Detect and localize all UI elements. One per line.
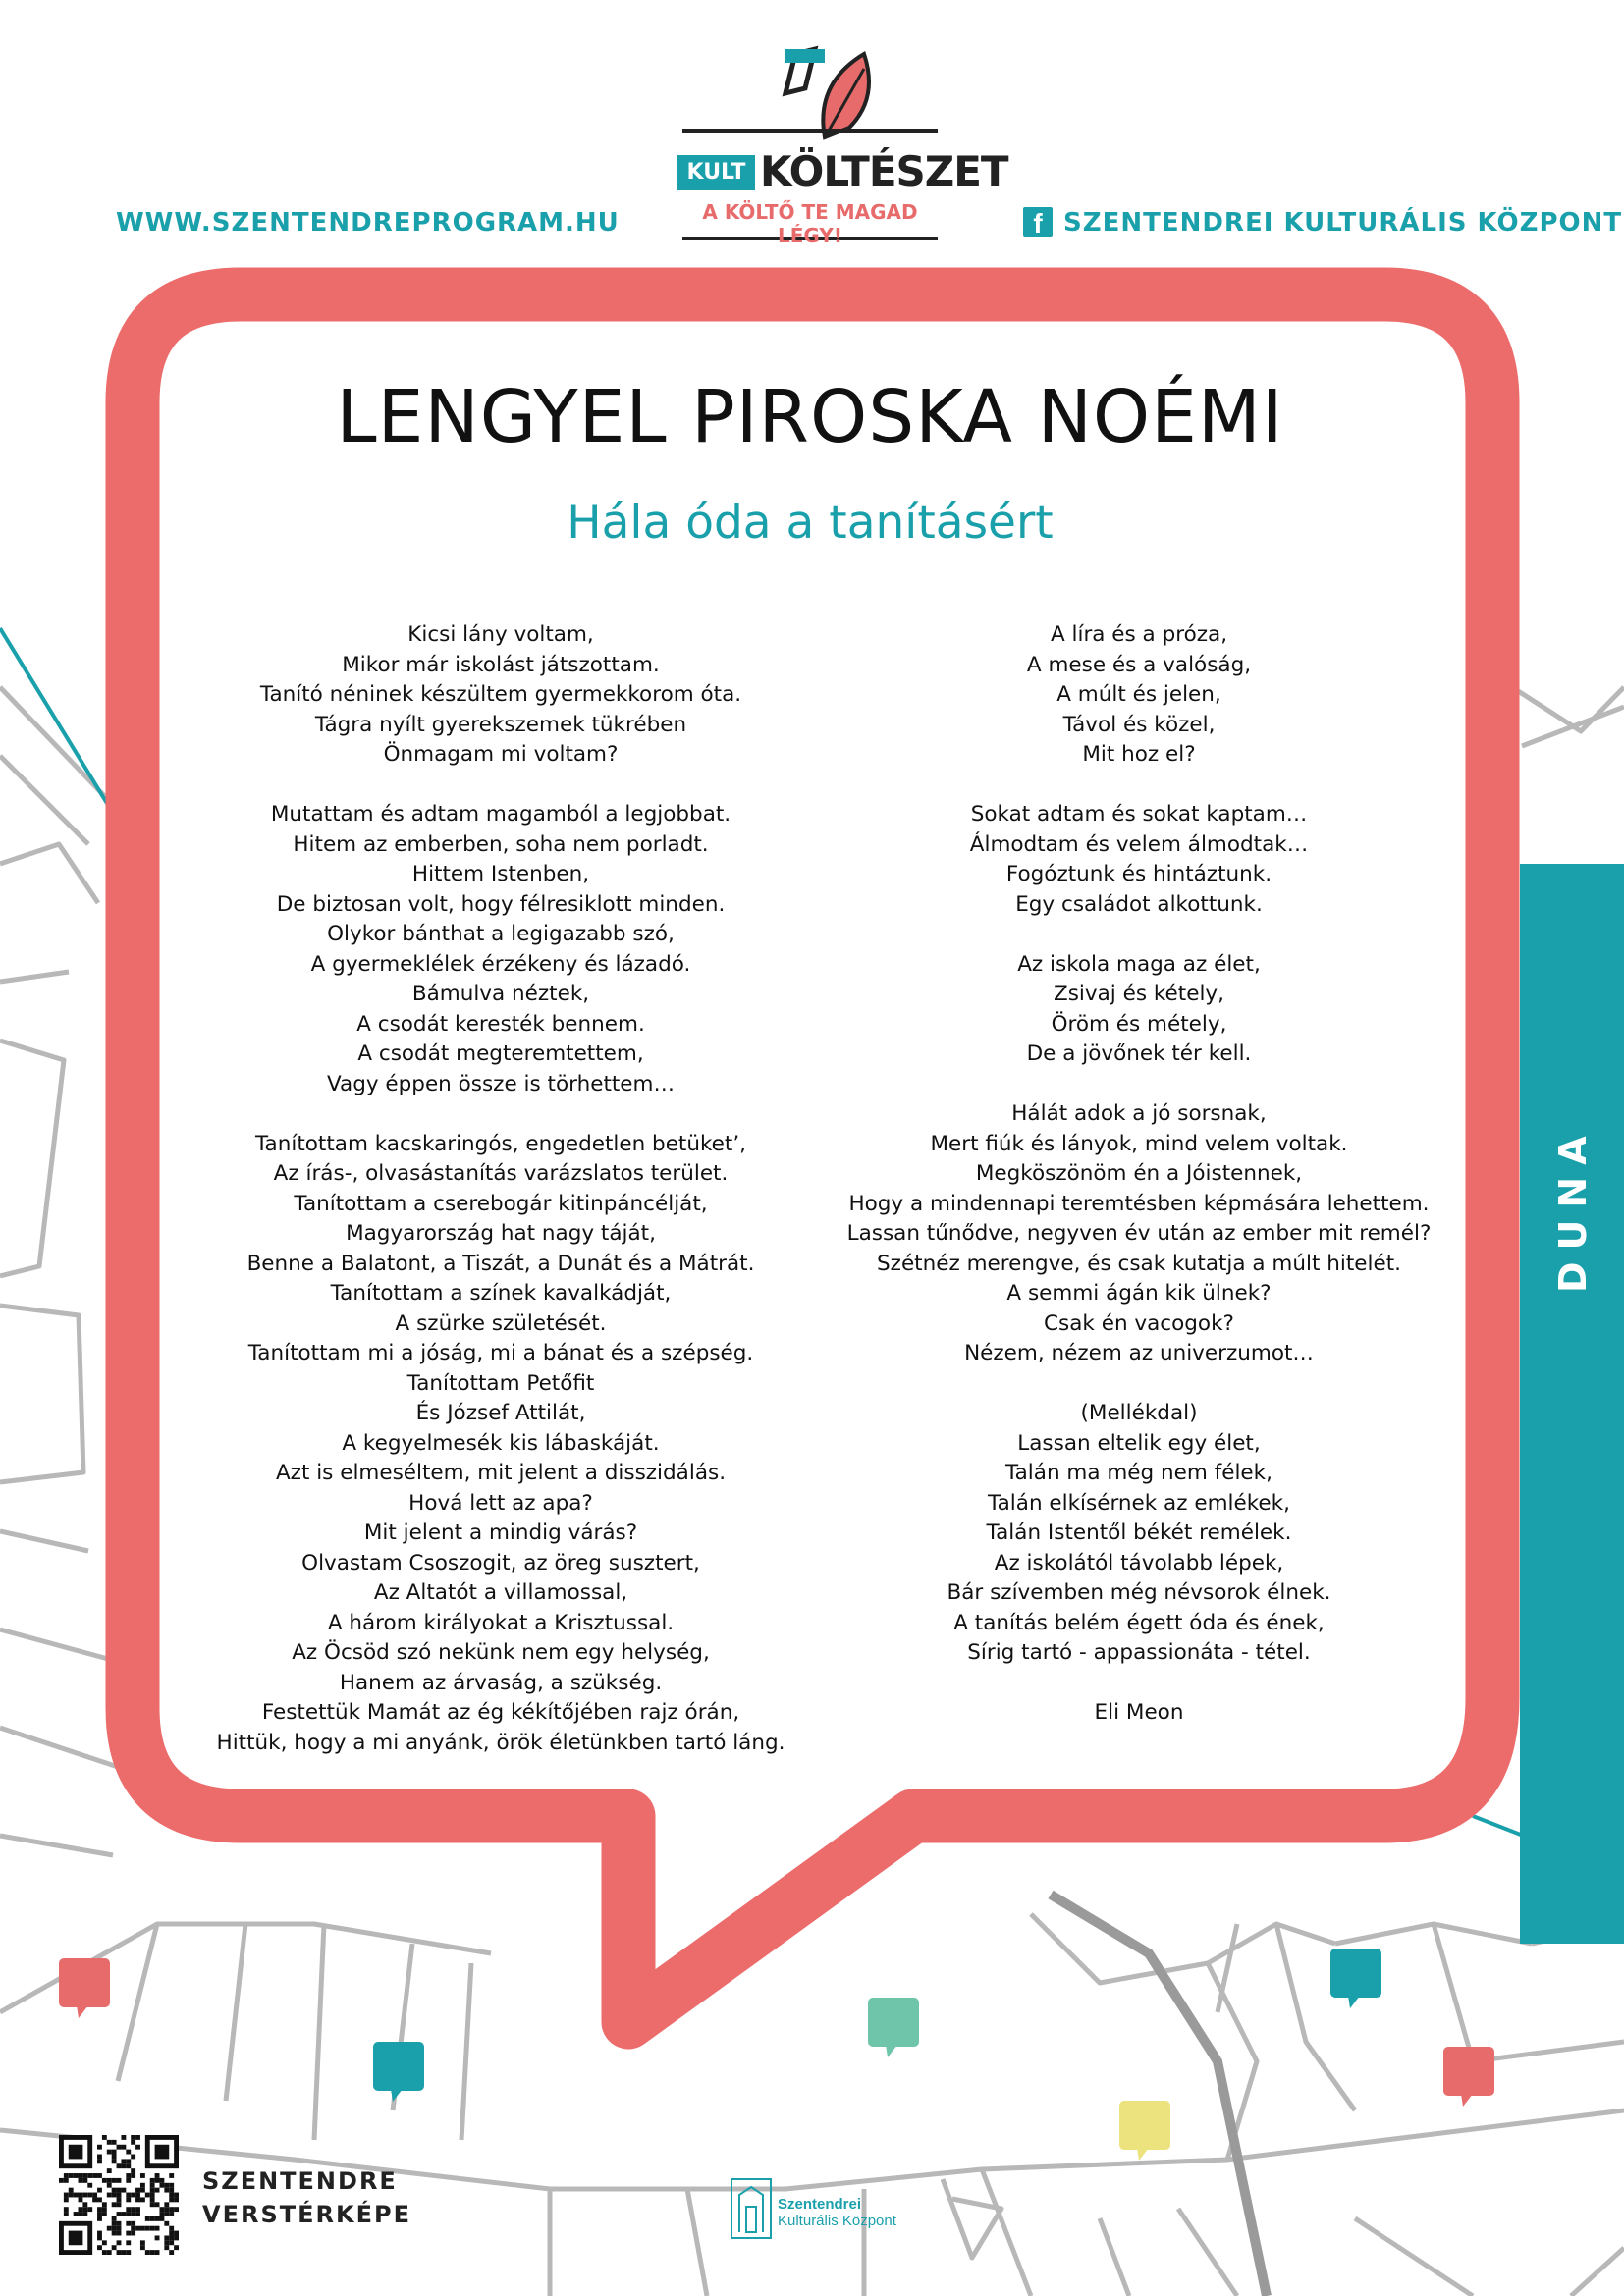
- poem-line: Tanítottam a cserebogár kitinpáncélját,: [294, 1191, 708, 1216]
- poem-line: Talán ma még nem félek,: [1005, 1461, 1272, 1485]
- poem-line: A mese és a valóság,: [1026, 652, 1252, 677]
- poem-line: Festettük Mamát az ég kékítőjében rajz órán,: [261, 1700, 740, 1725]
- poem-line: Bámulva néztek,: [411, 982, 590, 1006]
- poem-line: Magyarország hat nagy táját,: [346, 1221, 656, 1246]
- poem-line: Bár szívemben még névsorok élnek.: [947, 1580, 1331, 1605]
- poem-stanza: [844, 800, 1434, 920]
- poem-line: Tanítottam a színek kavalkádját,: [330, 1281, 672, 1306]
- logo-slogan: A KÖLTŐ TE MAGAD LÉGY!: [702, 200, 918, 247]
- poem-line: Kicsi lány voltam,: [407, 622, 594, 647]
- poem-column-left: [206, 620, 795, 1789]
- poem-line: Zsivaj és kétely,: [1054, 982, 1224, 1006]
- poem-line: Önmagam mi voltam?: [383, 742, 619, 767]
- poem-line: Az írás-, olvasástanítás varázslatos terület.: [273, 1161, 729, 1186]
- poem-line: Távol és közel,: [1062, 712, 1216, 737]
- poem-line: Vagy éppen össze is törhettem…: [327, 1071, 675, 1096]
- qr-code-icon[interactable]: [59, 2135, 179, 2255]
- poem-line: Eli Meon: [1094, 1700, 1184, 1725]
- website-link[interactable]: WWW.SZENTENDREPROGRAM.HU: [116, 208, 620, 238]
- facebook-icon[interactable]: f: [1023, 207, 1053, 237]
- poem-line: Olykor bánthat a legigazabb szó,: [327, 922, 675, 946]
- poem-line: Tanítottam kacskaringós, engedetlen betüket’,: [254, 1131, 746, 1156]
- poem-line: Mit jelent a mindig várás?: [363, 1521, 638, 1545]
- poem-column-right: [844, 620, 1434, 1758]
- poem-line: A semmi ágán kik ülnek?: [1006, 1281, 1272, 1306]
- organization-name: [778, 2196, 896, 2229]
- poem-line: Lassan tűnődve, negyven év után az ember mit remél?: [846, 1221, 1432, 1246]
- logo-kult-tag: KULT: [677, 155, 755, 190]
- poem-line: Öröm és métely,: [1051, 1011, 1227, 1037]
- poem-line: Az Öcsöd szó nekünk nem egy helység,: [292, 1640, 710, 1665]
- poem-line: A múlt és jelen,: [1056, 682, 1221, 707]
- poem-line: Nézem, nézem az univerzumot…: [964, 1341, 1314, 1365]
- poem-line: Mikor már iskolást játszottam.: [342, 652, 660, 677]
- poem-line: A líra és a próza,: [1050, 622, 1228, 647]
- verses-map-label: [202, 2164, 411, 2231]
- poem-line: Azt is elmeséltem, mit jelent a disszidálás.: [275, 1461, 727, 1485]
- poem-line: Tanító néninek készültem gyermekkorom óta.: [259, 682, 742, 707]
- poem-line: (Mellékdal): [1080, 1401, 1198, 1425]
- poem-line: Hálát adok a jó sorsnak,: [1011, 1101, 1267, 1126]
- label-line: VERSTÉRKÉPE: [202, 2201, 411, 2228]
- poem-line: De a jövőnek tér kell.: [1026, 1041, 1252, 1066]
- poem-stanza: [844, 1399, 1434, 1669]
- poem-line: A csodát megteremtettem,: [357, 1041, 644, 1066]
- poem-line: Tanítottam mi a jóság, mi a bánat és a szépség.: [247, 1341, 754, 1365]
- poem-line: Fogóztunk és hintáztunk.: [1005, 862, 1272, 886]
- poem-line: Sokat adtam és sokat kaptam…: [970, 802, 1308, 827]
- poem-line: A tanítás belém égett óda és ének,: [953, 1610, 1325, 1635]
- poem-line: Megköszönöm én a Jóistennek,: [975, 1161, 1303, 1186]
- poem-line: Szétnéz merengve, és csak kutatja a múlt hitelét.: [877, 1251, 1401, 1276]
- poem-line: Hitem az emberben, soha nem porladt.: [293, 831, 709, 857]
- logo-wordmark: KÖLTÉSZET: [760, 147, 1008, 195]
- poem-line: Hittük, hogy a mi anyánk, örök életünkben tartó láng.: [216, 1730, 785, 1755]
- poem-line: Sírig tartó - appassionáta - tétel.: [967, 1640, 1311, 1665]
- org-line: Szentendrei: [778, 2196, 862, 2213]
- poem-line: Az Altatót a villamossal,: [373, 1580, 628, 1605]
- facebook-page-link[interactable]: SZENTENDREI KULTURÁLIS KÖZPONT: [1063, 208, 1623, 238]
- poem-line: Hittem Istenben,: [411, 862, 590, 886]
- poem-line: Az iskola maga az élet,: [1017, 951, 1261, 977]
- poem-line: Lassan eltelik egy élet,: [1017, 1430, 1261, 1456]
- poem-line: A kegyelmesék kis lábaskáját.: [342, 1430, 660, 1456]
- poem-line: Olvastam Csoszogit, az öreg susztert,: [301, 1550, 700, 1575]
- poem-stanza: [206, 620, 795, 771]
- poem-line: Benne a Balatont, a Tiszát, a Dunát és a Mátrát.: [246, 1251, 755, 1276]
- poem-line: Csak én vacogok?: [1044, 1310, 1234, 1336]
- poem-stanza: [844, 950, 1434, 1070]
- label-line: SZENTENDRE: [202, 2167, 398, 2195]
- poem-line: Tágra nyílt gyerekszemek tükrében: [314, 712, 687, 737]
- river-label: DUNA: [1551, 1124, 1595, 1293]
- poem-line: És József Attilát,: [415, 1401, 586, 1425]
- poem-title: Hála óda a tanításért: [567, 496, 1054, 550]
- poem-line: Mit hoz el?: [1082, 742, 1196, 767]
- poem-line: A három királyokat a Krisztussal.: [327, 1610, 675, 1635]
- poem-line: Hanem az árvaság, a szükség.: [339, 1670, 663, 1695]
- poem-line: Az iskolától távolabb lépek,: [994, 1550, 1284, 1575]
- poem-stanza: [844, 1698, 1434, 1729]
- poet-name: LENGYEL PIROSKA NOÉMI: [336, 375, 1284, 459]
- poem-line: Tanítottam Petőfit: [406, 1370, 595, 1396]
- kulturalis-kozpont-logo-icon: [730, 2177, 773, 2240]
- poem-stanza: [206, 1130, 795, 1759]
- poem-line: Hogy a mindennapi teremtésben képmására lehettem.: [848, 1191, 1430, 1216]
- poem-stanza: [206, 800, 795, 1099]
- poem-line: Hová lett az apa?: [408, 1490, 593, 1516]
- poem-line: Mert fiúk és lányok, mind velem voltak.: [930, 1131, 1348, 1156]
- poem-stanza: [844, 1099, 1434, 1369]
- poem-line: Mutattam és adtam magamból a legjobbat.: [270, 802, 731, 827]
- org-line: Kulturális Központ: [778, 2213, 896, 2229]
- poem-line: Talán elkísérnek az emlékek,: [988, 1490, 1290, 1516]
- poem-line: De biztosan volt, hogy félresiklott minden.: [276, 891, 726, 917]
- poem-line: A szürke születését.: [395, 1310, 607, 1336]
- poem-line: A csodát keresték bennem.: [356, 1011, 645, 1037]
- poem-stanza: [844, 620, 1434, 771]
- poem-line: A gyermeklélek érzékeny és lázadó.: [310, 951, 691, 977]
- poem-line: Egy családot alkottunk.: [1015, 891, 1263, 917]
- poem-line: Álmodtam és velem álmodtak…: [969, 831, 1309, 857]
- poem-line: Talán Istentől békét remélek.: [986, 1521, 1292, 1545]
